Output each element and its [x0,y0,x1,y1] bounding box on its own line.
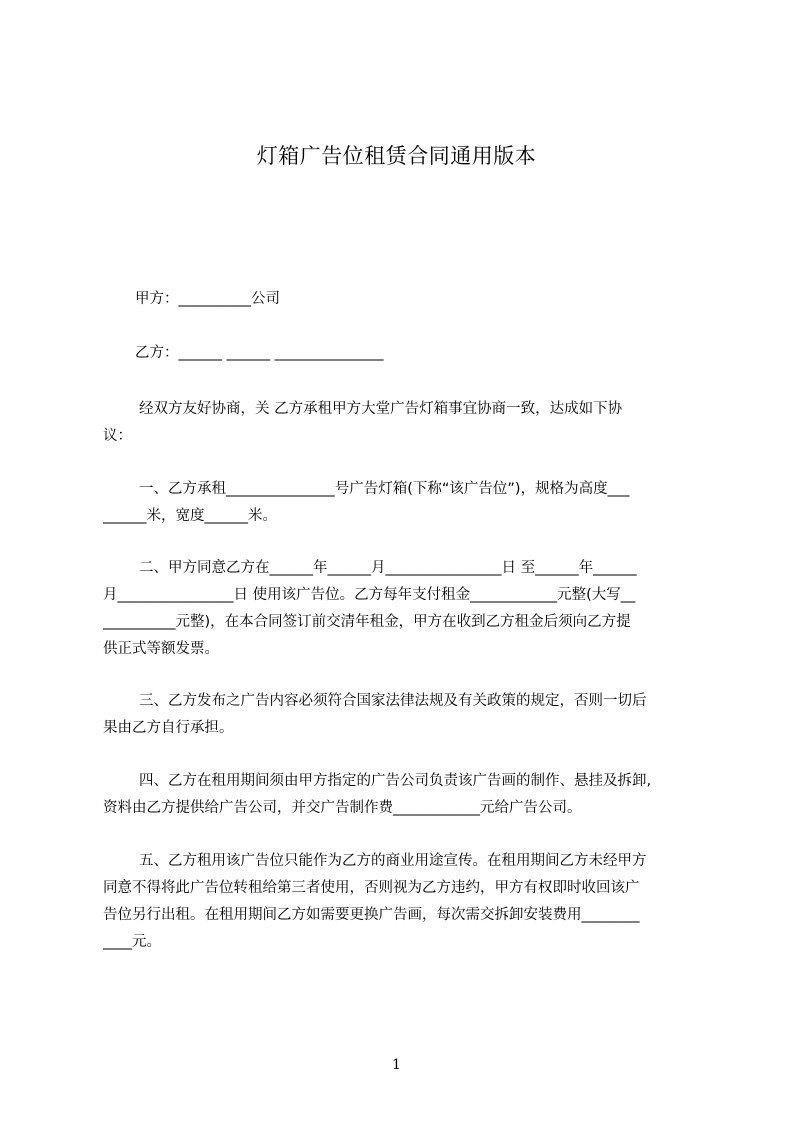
party-b-line [103,340,735,367]
clause-5-line-3: 告位另行出租。在租用期间乙方如需要更换广告画，每次需交拆卸安装费用________ [103,907,640,923]
party-b-text: 乙方：______ ______ _______________ [135,345,384,361]
clause-5-line-1: 五、乙方租用该广告位只能作为乙方的商业用途宣传。在租用期间乙方未经甲方 [139,853,647,869]
clause-5-line-2: 同意不得将此广告位转租给第三者使用，否则视为乙方违约，甲方有权即时收回该广 [103,880,640,896]
clause-3-paragraph [103,688,703,742]
clause-2-line-3: __________元整)，在本合同签订前交清年租金，甲方在收到乙方租金后须向乙方提 [103,614,631,630]
intro-paragraph [103,396,703,450]
clause-5-paragraph [103,848,703,956]
clause-5-line-4: ____元。 [103,934,161,950]
clause-2-line-4: 供正式等额发票。 [103,641,219,657]
clause-4-line-2: 资料由乙方提供给广告公司，并交广告制作费____________元给广告公司。 [103,800,582,816]
intro-line-1: 经双方友好协商，关 乙方承租甲方大堂广告灯箱事宜协商一致，达成如下协 [139,401,623,417]
party-a-text: 甲方：__________公司 [135,291,280,307]
clause-1-line-2: ______米，宽度______米。 [103,508,277,524]
clause-3-line-1: 三、乙方发布之广告内容必须符合国家法律法规及有关政策的规定，否则一切后 [139,693,647,709]
party-a-line [103,286,735,313]
page-number: 1 [392,1057,401,1073]
clause-2-line-2: 月________________日 使用该广告位。乙方每年支付租金____________元整(大写__ [103,587,636,603]
clause-3-line-2: 果由乙方自行承担。 [103,720,234,736]
clause-2-line-1: 二、甲方同意乙方在______年______月________________日 至______年______ [139,560,637,576]
clause-1-line-1: 一、乙方承租_______________号广告灯箱(下称“该广告位”)，规格为高度___ [139,481,630,497]
clause-1-paragraph [103,476,703,530]
clause-2-paragraph [103,555,703,663]
clause-4-line-1: 四、乙方在租用期间须由甲方指定的广告公司负责该广告画的制作、悬挂及拆卸, [139,773,652,789]
clause-4-paragraph [103,768,703,822]
intro-line-2: 议： [103,428,132,444]
document-title: 灯箱广告位租赁合同通用版本 [256,144,537,168]
